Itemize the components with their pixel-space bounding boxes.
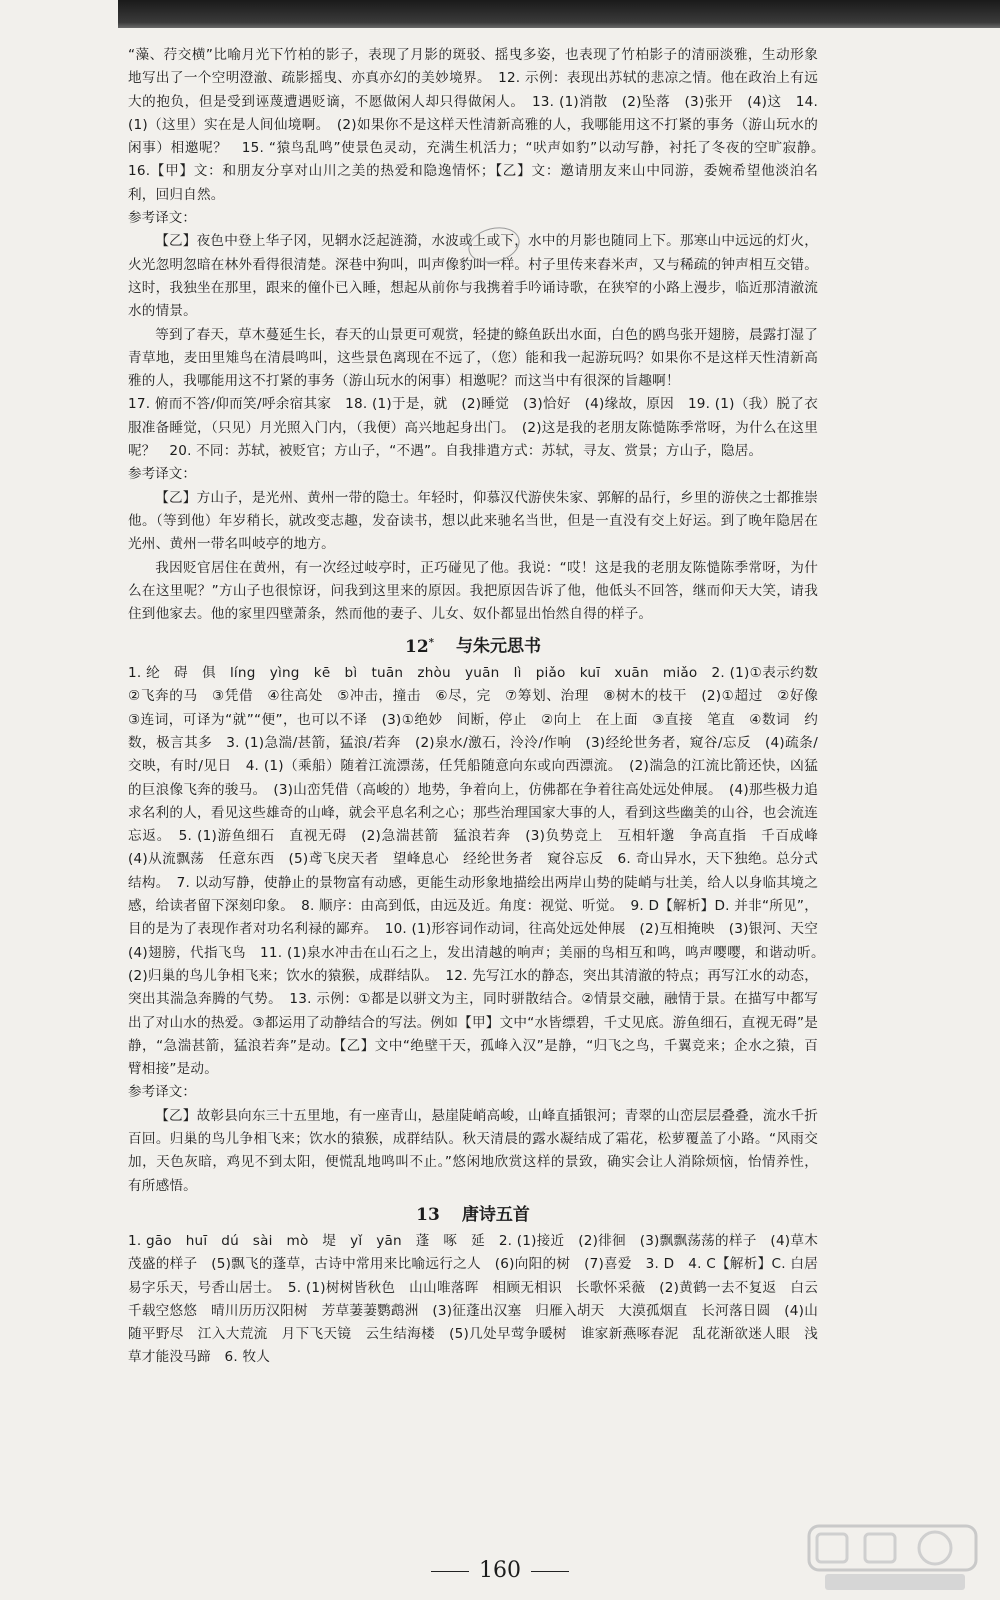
translation-paragraph: 【乙】方山子，是光州、黄州一带的隐士。年轻时，仰慕汉代游侠朱家、郭解的品行，乡里的游侠之士都推崇他。（等到他）年岁稍长，就改变志趣，发奋读书，想以此来驰名当世，但是一直没有交上好运。到了晚年隐居在光州、黄州一带名叫岐亭的地方。 <box>128 489 818 553</box>
answers-17-20: 17. 俯而不答/仰而笑/呼余宿其家 18. (1)于是，就 (2)睡觉 (3)恰好 (4)缘故，原因 19. (1)（我）脱了衣服准备睡觉，（只见）月光照入门内，（我便）高兴地起身出门。 (2)这是我的老朋友陈慥陈季常呀，为什么在这里呢？ 20. 不同：苏轼，被贬官；方山子，“不遇”。自我排遣方式：苏轼，寻友、赏景；方山子，隐居。 <box>128 396 818 460</box>
section-title: 与朱元思书 <box>455 637 541 658</box>
section-heading-12 <box>128 630 818 660</box>
page-number-text: 160 <box>479 1558 521 1583</box>
reference-translation-label: 参考译文： <box>128 466 196 483</box>
section-mark: * <box>428 637 434 649</box>
section-number: 12 <box>405 637 429 658</box>
answers-section-13: 1. gāo huī dú sài mò 堤 yǐ yān 蓬 啄 延 2. (1)接近 (2)徘徊 (3)飘飘荡荡的样子 (4)草木茂盛的样子 (5)飘飞的蓬草，古诗中常用来比喻远行之人 (6)向阳的树 (7)喜爱 3. D 4. C【解析】C. 白居易字乐天，号香山居士。 5. (1)树树皆秋色 山山唯落晖 相顾无相识 长歌怀采薇 (2)黄鹤一去不复返 白云千载空悠悠 晴川历历汉阳树 芳草萋萋鹦鹉洲 (3)征蓬出汉塞 归雁入胡天 大漠孤烟直 长河落日圆 (4)山随平野尽 江入大荒流 月下飞天镜 云生结海楼 (5)几处早莺争暖树 谁家新燕啄春泥 乱花渐欲迷人眼 浅草才能没马蹄 6. 牧人 <box>128 1232 818 1366</box>
translation-paragraph: 【乙】故彰县向东三十五里地，有一座青山，悬崖陡峭高峻，山峰直插银河；青翠的山峦层层叠叠，流水千折百回。归巢的鸟儿争相飞来；饮水的猿猴，成群结队。秋天清晨的露水凝结成了霜花，松萝覆盖了小路。“风雨交加，天色灰暗，鸡见不到太阳，便慌乱地鸣叫不止。”悠闲地欣赏这样的景致，确实会让人消除烦恼，怡情养性，有所感悟。 <box>128 1107 818 1194</box>
translation-paragraph: 我因贬官居住在黄州，有一次经过岐亭时，正巧碰见了他。我说：“哎！这是我的老朋友陈慥陈季常呀，为什么在这里呢？”方山子也很惊讶，问我到这里来的原因。我把原因告诉了他，他低头不回答，继而仰天大笑，请我住到他家去。他的家里四壁萧条，然而他的妻子、儿女、奴仆都显出怡然自得的样子。 <box>128 559 818 623</box>
section-number: 13 <box>416 1204 440 1225</box>
section-title: 唐诗五首 <box>461 1204 530 1225</box>
section-heading-13 <box>128 1202 818 1228</box>
answers-11-16: “藻、荇交横”比喻月光下竹柏的影子，表现了月影的斑驳、摇曳多姿，也表现了竹柏影子的清丽淡雅，生动形象地写出了一个空明澄澈、疏影摇曳、亦真亦幻的美妙境界。 12. 示例：表现出苏轼的悲凉之情。他在政治上有远大的抱负，但是受到诬蔑遭遇贬谪，不愿做闲人却只得做闲人。 13. (1)消散 (2)坠落 (3)张开 (4)这 14. (1)（这里）实在是人间仙境啊。 (2)如果你不是这样天性清新高雅的人，我哪能用这不打紧的事务（游山玩水的闲事）相邀呢？ 15. “猿鸟乱鸣”使景色灵动，充满生机活力；“吠声如豹”以动写静，衬托了冬夜的空旷寂静。 16.【甲】文：和朋友分享对山川之美的热爱和隐逸情怀；【乙】文：邀请朋友来山中同游，委婉希望他淡泊名利，回归自然。 <box>128 47 832 203</box>
reference-translation-label: 参考译文： <box>128 1084 196 1101</box>
translation-paragraph: 等到了春天，草木蔓延生长，春天的山景更可观赏，轻捷的鲦鱼跃出水面，白色的鸥鸟张开翅膀，晨露打湿了青草地，麦田里雉鸟在清晨鸣叫，这些景色离现在不远了，（您）能和我一起游玩吗？如果你不是这样天性清新高雅的人，我哪能用这不打紧的事务（游山玩水的闲事）相邀呢？而这当中有很深的旨趣啊！ <box>128 326 818 390</box>
watermark-logo <box>805 1522 980 1594</box>
reference-translation-label: 参考译文： <box>128 210 196 227</box>
translation-paragraph: 【乙】夜色中登上华子冈，见辋水泛起涟漪，水波或上或下，水中的月影也随同上下。那寒山中远远的灯火，火光忽明忽暗在林外看得很清楚。深巷中狗叫，叫声像豹叫一样。村子里传来舂米声，又与稀疏的钟声相互交错。这时，我独坐在那里，跟来的僮仆已入睡，想起从前你与我携着手吟诵诗歌，在狭窄的小路上漫步，临近那清澈流水的情景。 <box>128 233 818 320</box>
scan-top-border <box>118 0 1000 28</box>
answers-section-12: 1. 纶 碍 俱 líng yìng kē bì tuān zhòu yuān lì piǎo kuī xuān miǎo 2. (1)①表示约数 ②飞奔的马 ③凭借 ④往高处 ⑤冲击，撞击 ⑥尽，完 ⑦筹划、治理 ⑧树木的枝干 (2)①超过 ②好像 ③连词，可译为“就”“便”，也可以不译 (3)①绝妙 间断，停止 ②向上 在上面 ③直接 笔直 ④数词 约数，极言其多 3. (1)急湍/甚箭，猛浪/若奔 (2)泉水/激石，泠泠/作响 (3)经纶世务者，窥谷/忘反 (4)疏条/交映，有时/见日 4. (1)（乘船）随着江流漂荡，任凭船随意向东或向西漂流。 (2)湍急的江流比箭还快，凶猛的巨浪像飞奔的骏马。 (3)山峦凭借（高峻的）地势，争着向上，仿佛都在争着往高处远处伸展。 (4)那些极力追求名利的人，看见这些雄奇的山峰，就会平息名利之心；那些治理国家大事的人，看到这些幽美的山谷，也会流连忘返。 5. (1)游鱼细石 直视无碍 (2)急湍甚箭 猛浪若奔 (3)负势竞上 互相轩邈 争高直指 千百成峰 (4)从流飘荡 任意东西 (5)鸢飞戾天者 望峰息心 经纶世务者 窥谷忘反 6. 奇山异水，天下独绝。总分式结构。 7. 以动写静，使静止的景物富有动感，更能生动形象地描绘出两岸山势的陡峭与壮美，给人以身临其境之感，给读者留下深刻印象。 8. 顺序：由高到低，由远及近。角度：视觉、听觉。 9. D【解析】D. 并非“所见”，目的是为了表现作者对功名利禄的鄙弃。 10. (1)形容词作动词，往高处远处伸展 (2)互相掩映 (3)银河、天空 (4)翅膀，代指飞鸟 11. (1)泉水冲击在山石之上，发出清越的响声；美丽的鸟相互和鸣，鸣声嘤嘤，和谐动听。 (2)归巢的鸟儿争相飞来；饮水的猿猴，成群结队。 12. 先写江水的静态，突出其清澈的特点；再写江水的动态，突出其湍急奔腾的气势。 13. 示例：①都是以骈文为主，同时骈散结合。②情景交融，融情于景。在描写中都写出了对山水的热爱。③都运用了动静结合的写法。例如【甲】文中“水皆缥碧，千丈见底。游鱼细石，直视无碍”是静，“急湍甚箭，猛浪若奔”是动。【乙】文中“绝壁干天，孤峰入汉”是静，“归飞之鸟，千翼竞来；企水之猿，百臂相接”是动。 <box>128 665 832 1078</box>
